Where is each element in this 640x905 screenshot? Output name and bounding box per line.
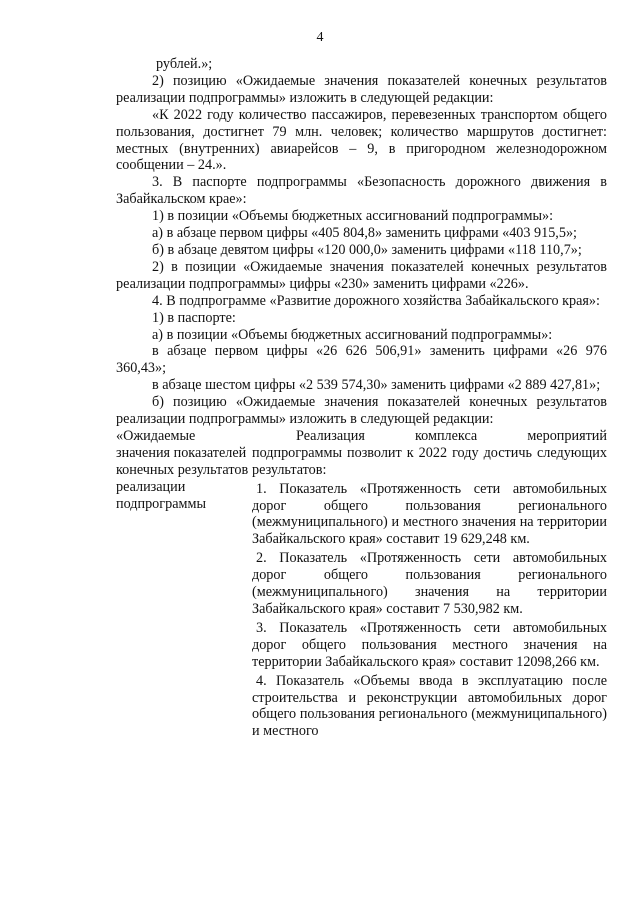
paragraph-4-1-b: б) позицию «Ожидаемые значения показателей конечных результатов реализации подпрограммы» изложить в следующей редакции: xyxy=(116,394,607,428)
paragraph-3-1: 1) в позиции «Объемы бюджетных ассигнований подпрограммы»: xyxy=(152,208,554,225)
paragraph-4-1: 1) в паспорте: xyxy=(152,309,236,326)
paragraph-3-2: 2) в позиции «Ожидаемые значения показателей конечных результатов реализации подпрограммы» цифры «230» заменить цифрами «226». xyxy=(116,258,607,292)
table-item-3: 3. Показатель «Протяженность сети автомобильных дорог общего пользования местного значения на территории Забайкальского края» составит 12098,266 км. xyxy=(252,619,607,670)
paragraph-3-1-b: б) в абзаце девятом цифры «120 000,0» заменить цифрами «118 110,7»; xyxy=(152,241,582,258)
table-left-cell: «Ожидаемые значения показателей конечных результатов реализации подпрограммы xyxy=(116,427,249,512)
paragraph-section-3: 3. В паспорте подпрограммы «Безопасность дорожного движения в Забайкальском крае»: xyxy=(116,174,607,208)
page-number: 4 xyxy=(316,30,324,45)
paragraph-section-4: 4. В подпрограмме «Развитие дорожного хозяйства Забайкальского края»: xyxy=(152,292,600,309)
table-item-4: 4. Показатель «Объемы ввода в эксплуатацию после строительства и реконструкции автомобильных дорог общего пользования регионального (межмуниципального) и местного xyxy=(252,672,607,740)
paragraph-3-1-a: а) в абзаце первом цифры «405 804,8» заменить цифрами «403 915,5»; xyxy=(152,225,577,242)
paragraph-abzac-first: в абзаце первом цифры «26 626 506,91» заменить цифрами «26 976 360,43»; xyxy=(116,343,607,377)
paragraph-abzac-sixth: в абзаце шестом цифры «2 539 574,30» заменить цифрами «2 889 427,81»; xyxy=(152,377,601,394)
paragraph-quote-2022: «К 2022 году количество пассажиров, перевезенных транспортом общего пользования, достигнет 79 млн. человек; количество маршрутов достигнет: местных (внутренних) авиарейсов – 9, в пригородном железнодорожном сообщении – 24.». xyxy=(116,106,607,174)
table-item-1: 1. Показатель «Протяженность сети автомобильных дорог общего пользования регионального (межмуниципального) и местного значения на территории Забайкальского края» составит 19 629,248 км. xyxy=(252,480,607,548)
passport-table xyxy=(116,428,607,740)
paragraph-rubley: рублей.»; xyxy=(156,56,213,72)
paragraph-4-1-a: а) в позиции «Объемы бюджетных ассигнований подпрограммы»: xyxy=(152,326,553,343)
table-right-cell xyxy=(252,428,607,740)
table-intro: Реализация комплекса мероприятий подпрограммы позволит к 2022 году достичь следующих результатов: xyxy=(252,427,607,478)
document-body xyxy=(116,56,607,740)
paragraph-item-2: 2) позицию «Ожидаемые значения показателей конечных результатов реализации подпрограммы» изложить в следующей редакции: xyxy=(116,72,607,106)
table-item-2: 2. Показатель «Протяженность сети автомобильных дорог общего пользования регионального (межмуниципального) значения на территории Забайкальского края» составит 7 530,982 км. xyxy=(252,550,607,617)
